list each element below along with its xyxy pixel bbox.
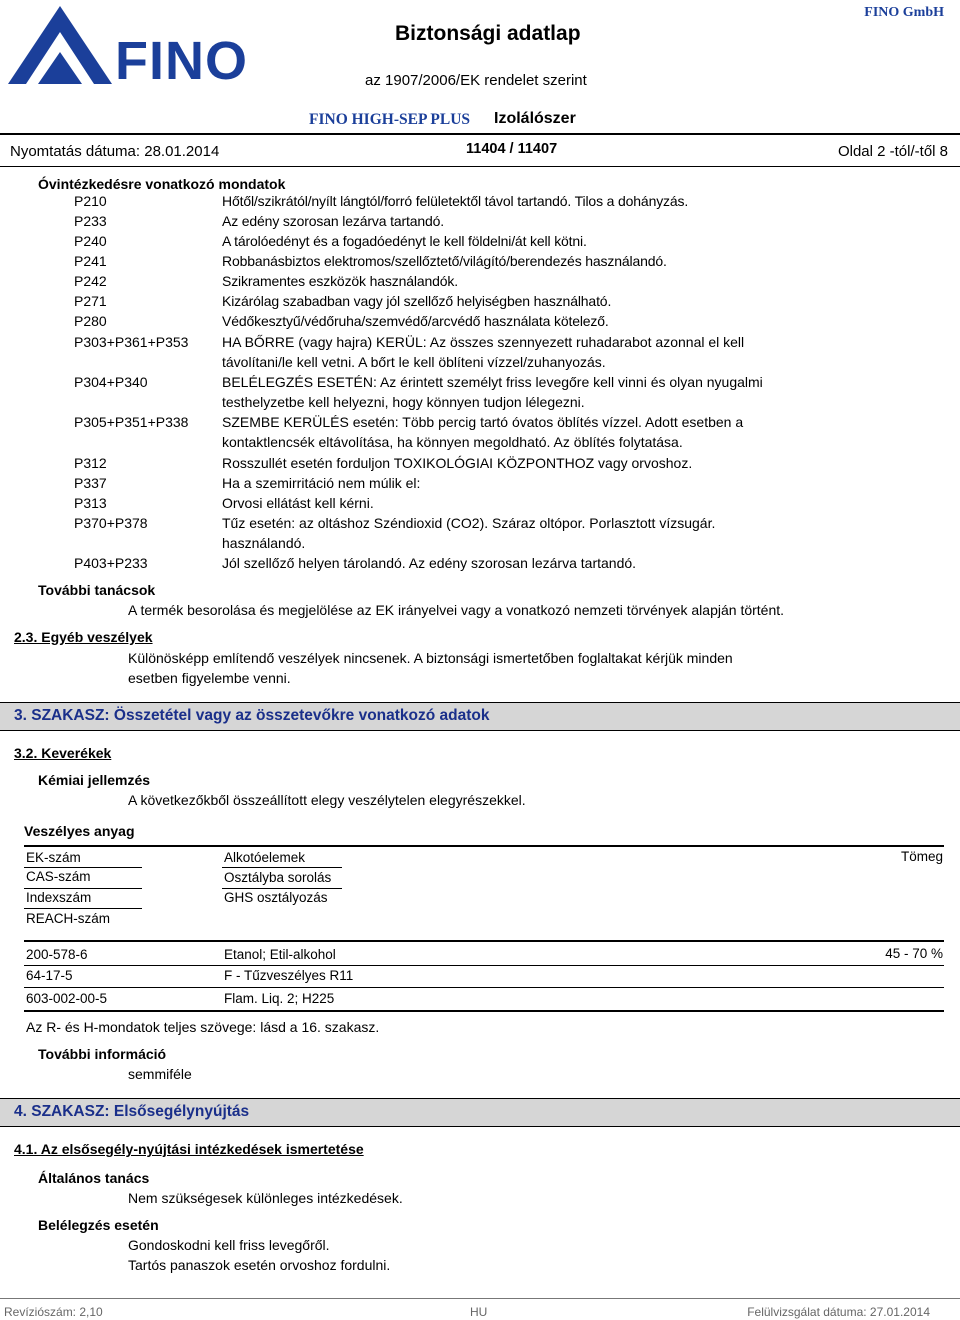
header-cell: Tömeg <box>900 849 943 864</box>
row-cell: 200-578-6 <box>26 947 88 962</box>
precaution-code: P304+P340 <box>74 374 148 390</box>
precaution-text: Védőkesztyű/védőruha/szemvédő/arcvédő használata kötelező. <box>222 313 609 329</box>
table-header-bottom-line <box>24 940 944 942</box>
row-cell: F - Tűzveszélyes R11 <box>224 968 354 983</box>
row-cell: Etanol; Etil-alkohol <box>224 947 336 962</box>
row-cell: 45 - 70 % <box>885 946 943 961</box>
header-cell: Osztályba sorolás <box>224 870 332 885</box>
header-sep <box>24 908 142 909</box>
footer-revision: Revíziószám: 2,10 <box>4 1305 103 1319</box>
precautions-heading: Óvintézkedésre vonatkozó mondatok <box>38 176 286 192</box>
print-date: Nyomtatás dátuma: 28.01.2014 <box>10 143 220 160</box>
further-advice-text: A termék besorolása és megjelölése az EK irányelvei vagy a vonatkozó nemzeti törvények alapján történt. <box>128 602 785 618</box>
precaution-code: P210 <box>74 193 107 209</box>
regulation-subtitle: az 1907/2006/EK rendelet szerint <box>365 72 587 89</box>
header-sep <box>24 888 142 889</box>
section-3-bar <box>0 702 960 731</box>
chem-char-heading: Kémiai jellemzés <box>38 772 151 788</box>
row-cell: Flam. Liq. 2; H225 <box>224 991 335 1006</box>
mixtures-heading: 3.2. Keverékek <box>14 745 112 761</box>
precaution-text: Hőtől/szikrától/nyílt lángtól/forró felületektől távol tartandó. Tilos a dohányzás. <box>222 193 689 209</box>
row-sep <box>24 987 944 988</box>
precaution-code: P241 <box>74 253 107 269</box>
row-cell: 64-17-5 <box>26 968 73 983</box>
precaution-code: P233 <box>74 213 107 229</box>
inhalation-text: Tartós panaszok esetén orvoshoz fordulni. <box>128 1257 391 1273</box>
precaution-text: kontaktlencsék eltávolítása, ha könnyen megoldható. Az öblítés folytatása. <box>222 434 683 450</box>
company-name: FINO GmbH <box>864 5 944 20</box>
general-advice-heading: Általános tanács <box>38 1170 150 1186</box>
precaution-code: P240 <box>74 233 107 249</box>
precaution-text: Orvosi ellátást kell kérni. <box>222 495 374 511</box>
precaution-text: használandó. <box>222 535 306 551</box>
r-h-statements-note: Az R- és H-mondatok teljes szövege: lásd a 16. szakasz. <box>26 1019 380 1035</box>
table-bottom-line <box>24 1010 944 1012</box>
first-aid-heading: 4.1. Az elsősegély-nyújtási intézkedések ismertetése <box>14 1141 364 1157</box>
header-sep <box>222 867 342 868</box>
company-logo <box>0 0 248 92</box>
header-sep <box>24 867 142 868</box>
footer-review-date: Felülvizsgálat dátuma: 27.01.2014 <box>747 1305 930 1319</box>
general-advice-text: Nem szükségesek különleges intézkedések. <box>128 1190 403 1206</box>
precaution-text: Ha a szemirritáció nem múlik el: <box>222 475 421 491</box>
precaution-text: Kizárólag szabadban vagy jól szellőző helyiségben használható. <box>222 293 612 309</box>
page-number: Oldal 2 -tól/-től 8 <box>837 143 948 160</box>
hazardous-substances-heading: Veszélyes anyag <box>24 823 135 839</box>
other-hazards-heading: 2.3. Egyéb veszélyek <box>14 629 153 645</box>
section-3-title: 3. SZAKASZ: Összetétel vagy az összetevőkre vonatkozó adatok <box>14 707 490 724</box>
section-4-title: 4. SZAKASZ: Elsősegélynyújtás <box>14 1103 250 1120</box>
product-numbers: 11404 / 11407 <box>466 141 558 157</box>
header-cell: Indexszám <box>26 890 92 905</box>
precaution-text: Tűz esetén: az oltáshoz Széndioxid (CO2). Száraz oltópor. Porlasztott vízsugár. <box>222 515 716 531</box>
row-sep <box>24 965 944 966</box>
precaution-text: Rosszullét esetén forduljon TOXIKOLÓGIAI KÖZPONTHOZ vagy orvoshoz. <box>222 455 693 471</box>
precaution-code: P370+P378 <box>74 515 148 531</box>
precaution-code: P403+P233 <box>74 555 148 571</box>
header-cell: EK-szám <box>26 850 81 865</box>
inhalation-heading: Belélegzés esetén <box>38 1217 159 1233</box>
precaution-text: távolítani/le kell vetni. A bőrt le kell öblíteni vízzel/zuhanyozás. <box>222 354 606 370</box>
header-cell: REACH-szám <box>26 911 111 926</box>
precaution-text: A tárolóedényt és a fogadóedényt le kell földelni/át kell kötni. <box>222 233 587 249</box>
other-hazards-text: Különösképp említendő veszélyek nincsenek. A biztonsági ismertetőben foglaltakat kérjük minden <box>128 650 733 666</box>
precaution-code: P280 <box>74 313 107 329</box>
footer-divider <box>0 1298 960 1299</box>
precaution-code: P305+P351+P338 <box>74 414 189 430</box>
precaution-code: P303+P361+P353 <box>74 334 189 350</box>
other-hazards-text: esetben figyelembe venni. <box>128 670 291 686</box>
header-sep <box>222 888 342 889</box>
more-info-text: semmiféle <box>128 1066 192 1082</box>
precaution-text: HA BŐRRE (vagy hajra) KERÜL: Az összes szennyezett ruhadarabot azonnal el kell <box>222 334 745 350</box>
row-cell: 603-002-00-5 <box>26 991 108 1006</box>
precaution-code: P271 <box>74 293 107 309</box>
footer-language: HU <box>470 1305 488 1319</box>
product-name: FINO HIGH-SEP PLUS <box>309 111 471 128</box>
header-cell: Alkotóelemek <box>224 850 306 865</box>
product-type: Izolálószer <box>494 110 576 127</box>
inhalation-text: Gondoskodni kell friss levegőről. <box>128 1237 330 1253</box>
precaution-code: P312 <box>74 455 107 471</box>
header-bottom-divider <box>0 166 960 167</box>
precaution-code: P313 <box>74 495 107 511</box>
precaution-text: Az edény szorosan lezárva tartandó. <box>222 213 444 229</box>
header-divider <box>0 133 960 135</box>
precaution-text: Jól szellőző helyen tárolandó. Az edény szorosan lezárva tartandó. <box>222 555 637 571</box>
section-4-bar <box>0 1098 960 1127</box>
more-info-heading: További információ <box>38 1046 167 1062</box>
precaution-text: Robbanásbiztos elektromos/szellőztető/világító/berendezés használandó. <box>222 253 667 269</box>
precaution-text: SZEMBE KERÜLÉS esetén: Több percig tartó óvatos öblítés vízzel. Adott esetben a <box>222 414 744 430</box>
precaution-code: P242 <box>74 273 107 289</box>
document-title: Biztonsági adatlap <box>395 22 581 45</box>
header-cell: CAS-szám <box>26 869 91 884</box>
further-advice-heading: További tanácsok <box>38 582 156 598</box>
table-top-line <box>24 845 944 847</box>
precaution-text: Szikramentes eszközök használandók. <box>222 273 458 289</box>
chem-char-text: A következőkből összeállított elegy veszélytelen elegyrészekkel. <box>128 792 526 808</box>
logo-text: FINO <box>115 31 248 91</box>
header-cell: GHS osztályozás <box>224 890 328 905</box>
precaution-code: P337 <box>74 475 107 491</box>
precaution-text: BELÉLEGZÉS ESETÉN: Az érintett személyt friss levegőre kell vinni és olyan nyugalmi <box>222 374 763 390</box>
precaution-text: testhelyzetbe kell helyezni, hogy könnyen tudjon lélegezni. <box>222 394 585 410</box>
